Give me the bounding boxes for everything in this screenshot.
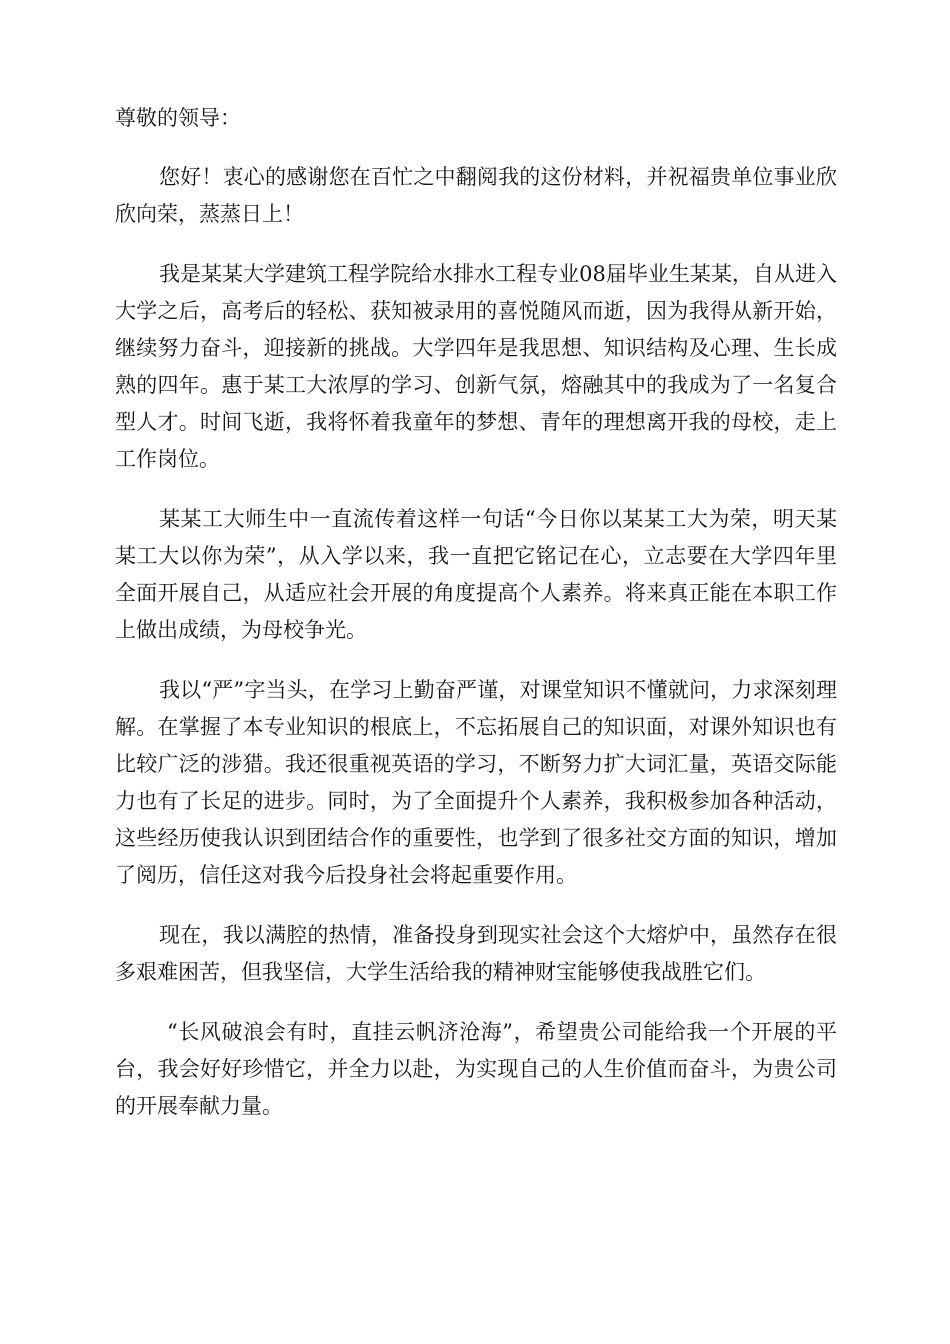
paragraph-introduction: 我是某某大学建筑工程学院给水排水工程专业08届毕业生某某，自从进入大学之后，高考后的轻松、获知被录用的喜悦随风而逝，因为我得从新开始，继续努力奋斗，迎接新的挑战。大学四年是我思想、知识结构及心理、生长成熟的四年。惠于某工大浓厚的学习、创新气氛，熔融其中的我成为了一名复合型人才。时间飞逝，我将怀着我童年的梦想、青年的理想离开我的母校，走上工作岗位。 (115, 262, 837, 471)
letter-body (115, 100, 837, 1148)
paragraph-closing: “长风破浪会有时，直挂云帆济沧海”，希望贵公司能给我一个开展的平台，我会好好珍惜它，并全力以赴，为实现自己的人生价值而奋斗，为贵公司的开展奉献力量。 (115, 1020, 837, 1118)
paragraph-motto: 某某工大师生中一直流传着这样一句话“今日你以某某工大为荣，明天某某工大以你为荣”，从入学以来，我一直把它铭记在心，立志要在大学四年里全面开展自己，从适应社会开展的角度提高个人素养。将来真正能在本职工作上做出成绩，为母校争光。 (115, 507, 837, 642)
paragraph-outlook: 现在，我以满腔的热情，准备投身到现实社会这个大熔炉中，虽然存在很多艰难困苦，但我坚信，大学生活给我的精神财宝能够使我战胜它们。 (115, 923, 837, 984)
salutation: 尊敬的领导： (115, 106, 241, 130)
paragraph-greeting: 您好！衷心的感谢您在百忙之中翻阅我的这份材料，并祝福贵单位事业欣欣向荣，蒸蒸日上！ (115, 165, 837, 226)
paragraph-study: 我以“严”字当头，在学习上勤奋严谨，对课堂知识不懂就问，力求深刻理解。在掌握了本专业知识的根底上，不忘拓展自己的知识面，对课外知识也有比较广泛的涉猎。我还很重视英语的学习，不断努力扩大词汇量，英语交际能力也有了长足的进步。同时，为了全面提升个人素养，我积极参加各种活动，这些经历使我认识到团结合作的重要性，也学到了很多社交方面的知识，增加了阅历，信任这对我今后投身社会将起重要作用。 (115, 678, 837, 887)
